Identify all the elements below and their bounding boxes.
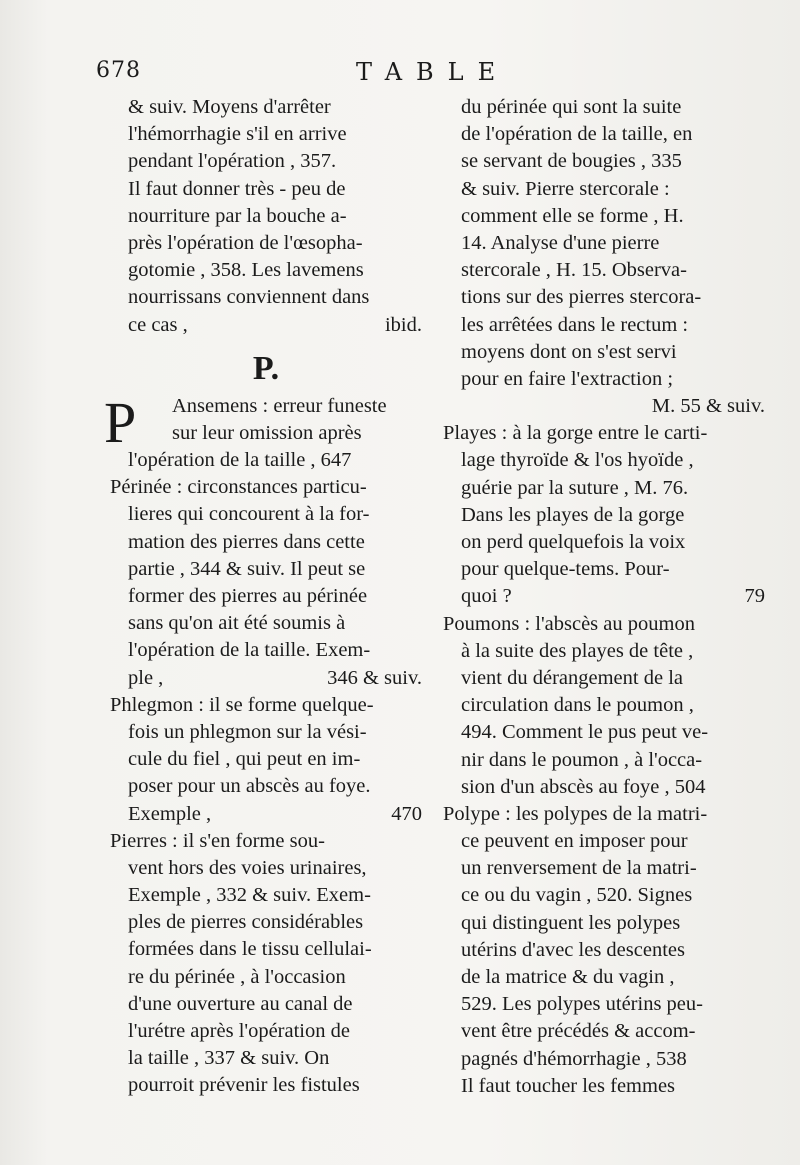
text-line: sion d'un abscès au foye , 504 xyxy=(461,775,706,798)
text-line xyxy=(110,312,422,339)
entry-heading-line: Polype : les polypes de la matri- xyxy=(443,802,708,825)
text-line: Il faut donner très - peu de xyxy=(128,177,346,200)
entry-heading-line: Périnée : circonstances particu- xyxy=(110,476,367,499)
text-line: pourroit prévenir les fistules xyxy=(128,1074,360,1097)
text-line: guérie par la suture , M. 76. xyxy=(461,476,689,499)
text-line: l'opération de la taille. Exem- xyxy=(128,639,371,662)
page-title: TABLE xyxy=(356,58,510,86)
text-line: fois un phlegmon sur la vési- xyxy=(128,720,367,743)
entry-reference: M. 55 & suiv. xyxy=(651,395,765,418)
text-line: de l'opération de la taille, en xyxy=(461,123,693,146)
text-line: mation des pierres dans cette xyxy=(128,530,365,553)
text-line: lieres qui concourent à la for- xyxy=(128,503,370,526)
text-line: cule du fiel , qui peut en im- xyxy=(128,748,361,771)
text-line: 494. Comment le pus peut ve- xyxy=(461,721,709,744)
text-line: nourriture par la bouche a- xyxy=(128,204,347,227)
right-column xyxy=(443,94,765,1100)
text-line: partie , 344 & suiv. Il peut se xyxy=(128,557,366,580)
entry-heading-line: Pierres : il s'en forme sou- xyxy=(110,829,325,852)
entry-text: quoi ? xyxy=(461,585,512,608)
text-line: former des pierres au périnée xyxy=(128,585,368,607)
entry-heading-line: Poumons : l'abscès au poumon xyxy=(443,612,695,635)
text-line: vent être précédés & accom- xyxy=(461,1020,696,1043)
text-line: ce ou du vagin , 520. Signes xyxy=(461,884,693,907)
text-line: vent hors des voies urinaires, xyxy=(128,856,367,879)
text-line: pagnés d'hémorrhagie , 538 xyxy=(461,1047,687,1070)
text-line: qui distinguent les polypes xyxy=(461,911,681,934)
text-line: formées dans le tissu cellulai- xyxy=(128,938,372,961)
text-line: 14. Analyse d'une pierre xyxy=(461,231,660,254)
text-line: les arrêtées dans le rectum : xyxy=(461,313,689,336)
text-line: du périnée qui sont la suite xyxy=(461,96,682,118)
text-line: ce peuvent en imposer pour xyxy=(461,830,688,853)
text-line: l'hémorrhagie s'il en arrive xyxy=(128,123,347,146)
text-line xyxy=(443,583,765,610)
running-head xyxy=(96,58,756,90)
text-line: sur leur omission après xyxy=(172,421,362,444)
text-line: vient du dérangement de la xyxy=(461,666,683,689)
text-line: poser pour un abscès au foye. xyxy=(128,775,371,798)
text-line: gotomie , 358. Les lavemens xyxy=(128,259,364,282)
text-line: ples de pierres considérables xyxy=(128,911,364,934)
text-line: d'une ouverture au canal de xyxy=(128,992,353,1015)
text-line: circulation dans le poumon , xyxy=(461,694,694,717)
text-line: à la suite des playes de tête , xyxy=(461,639,694,662)
entry-text: ple , xyxy=(128,666,164,689)
text-line: lage thyroïde & l'os hyoïde , xyxy=(461,449,694,472)
text-line: & suiv. Pierre stercorale : xyxy=(461,177,670,200)
text-line: stercorale , H. 15. Observa- xyxy=(461,259,687,282)
text-line: l'opération de la taille , 647 xyxy=(128,449,352,472)
drop-cap: P xyxy=(104,389,137,455)
entry-heading-line: Phlegmon : il se forme quelque- xyxy=(110,693,374,716)
text-line: re du périnée , à l'occasion xyxy=(128,965,346,988)
entry-reference: 470 xyxy=(391,802,422,825)
text-line: nir dans le poumon , à l'occa- xyxy=(461,748,703,771)
text-line: comment elle se forme , H. xyxy=(461,204,684,227)
text-line: & suiv. Moyens d'arrêter xyxy=(128,96,331,118)
left-column xyxy=(104,94,422,1100)
text-line: de la matrice & du vagin , xyxy=(461,966,675,988)
entry-reference: ibid. xyxy=(384,313,422,336)
text-line: pour quelque-tems. Pour- xyxy=(461,558,670,581)
text-line: moyens dont on s'est servi xyxy=(461,340,677,363)
entry-reference: 346 & suiv. xyxy=(327,666,422,689)
entry-heading-line: Playes : à la gorge entre le carti- xyxy=(443,422,708,445)
text-line: un renversement de la matri- xyxy=(461,857,697,880)
text-line: nourrissans conviennent dans xyxy=(128,286,370,309)
text-line xyxy=(110,801,422,828)
text-line: Dans les playes de la gorge xyxy=(461,503,685,526)
text-line: pour en faire l'extraction ; xyxy=(461,367,674,390)
section-letter-heading: P. xyxy=(252,349,280,387)
text-line: 529. Les polypes utérins peu- xyxy=(461,993,703,1016)
text-line: l'urétre après l'opération de xyxy=(128,1020,350,1042)
text-line: Exemple , 332 & suiv. Exem- xyxy=(128,884,371,907)
text-line: pendant l'opération , 357. xyxy=(128,150,337,173)
text-line: Il faut toucher les femmes xyxy=(461,1074,676,1097)
text-line: on perd quelquefois la voix xyxy=(461,531,686,553)
text-line xyxy=(110,665,422,692)
text-line: se servant de bougies , 335 xyxy=(461,150,682,173)
entry-text: Ansemens : erreur funeste xyxy=(172,394,387,417)
text-line: tions sur des pierres stercora- xyxy=(461,286,702,309)
entry-text: Exemple , xyxy=(128,802,212,825)
text-line: sans qu'on ait été soumis à xyxy=(128,612,346,635)
text-line: utérins d'avec les descentes xyxy=(461,938,685,961)
text-line: près l'opération de l'œsopha- xyxy=(128,231,363,254)
entry-reference: 79 xyxy=(744,585,765,608)
entry-text: ce cas , xyxy=(128,313,188,336)
text-line: la taille , 337 & suiv. On xyxy=(128,1047,330,1070)
page-number: 678 xyxy=(96,58,141,83)
